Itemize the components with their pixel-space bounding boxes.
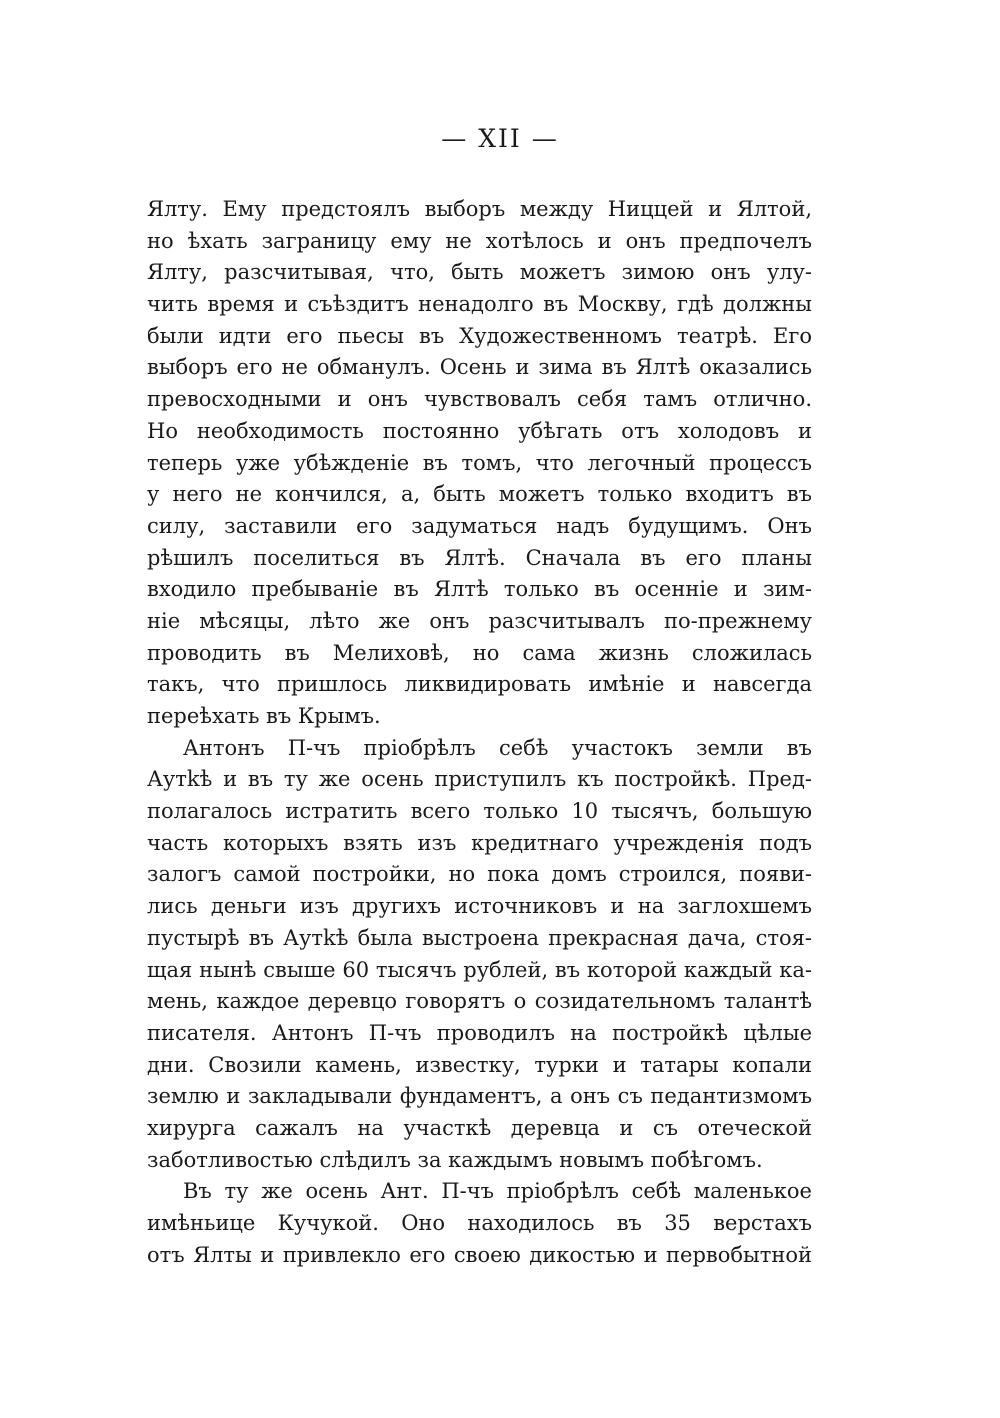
- text-line: имѣньице Кучукой. Оно находилось въ 35 верстахъ: [147, 1211, 812, 1235]
- text-line: рѣшилъ поселиться въ Ялтѣ. Сначала въ его планы: [147, 545, 812, 570]
- text-line: ніе мѣсяцы, лѣто же онъ разсчитывалъ по-прежнему: [147, 608, 812, 633]
- text-line: мень, каждое деревцо говорятъ о созидательномъ талантѣ: [147, 989, 812, 1014]
- paragraph-first-line: Антонъ П-чъ пріобрѣлъ себѣ участокъ земли въ: [183, 735, 812, 760]
- paragraph-last-line: переѣхать въ Крымъ.: [147, 704, 381, 728]
- text-line: входило пребываніе въ Ялтѣ только въ осеннiе и зим-: [147, 577, 812, 602]
- text-line: часть которыхъ взять изъ кредитнаго учрежденія подъ: [147, 830, 812, 855]
- text-line: дни. Свозили камень, известку, турки и татары копали: [147, 1052, 812, 1077]
- paragraph-last-line: заботливостью слѣдилъ за каждымъ новымъ побѣгомъ.: [147, 1147, 763, 1172]
- page-number: — XII —: [441, 124, 559, 153]
- text-line: у него не кончился, а, быть можетъ только входитъ въ: [147, 482, 812, 507]
- text-line: теперь уже убѣжденіе въ томъ, что легочный процессъ: [147, 450, 812, 475]
- paragraph-first-line: Въ ту же осень Ант. П-чъ пріобрѣлъ себѣ маленькое: [183, 1179, 812, 1204]
- text-line: отъ Ялты и привлекло его своею дикостью и первобытной: [147, 1242, 812, 1267]
- text-line: чить время и съѣздитъ ненадолго въ Москву, гдѣ должны: [147, 292, 812, 317]
- text-line: щая нынѣ свыше 60 тысячъ рублей, въ которой каждый ка-: [147, 957, 812, 982]
- text-line: полагалось истратить всего только 10 тысячъ, большую: [147, 799, 812, 824]
- text-line: залогъ самой постройки, но пока домъ строился, появи-: [147, 862, 812, 887]
- text-line: писателя. Антонъ П-чъ проводилъ на постройкѣ цѣлые: [147, 1020, 812, 1045]
- text-line: силу, заставили его задуматься надъ будущимъ. Онъ: [147, 513, 812, 538]
- text-line: проводить въ Мелиховѣ, но сама жизнь сложилась: [147, 640, 812, 665]
- text-line: лись деньги изъ другихъ источниковъ и на заглохшемъ: [147, 894, 812, 919]
- text-line: пустырѣ въ Аутkѣ была выстроена прекрасная дача, стоя-: [147, 925, 812, 950]
- text-line: такъ, что пришлось ликвидировать имѣніе и навсегда: [147, 672, 812, 697]
- text-line: Аутkѣ и въ ту же осень приступилъ къ постройкѣ. Пред-: [147, 767, 812, 792]
- text-line: Но необходимость постоянно убѣгать отъ холодовъ и: [147, 418, 812, 443]
- text-line: были идти его пьесы въ Художественномъ театрѣ. Его: [147, 323, 812, 348]
- body-text: [147, 194, 812, 1271]
- text-line: но ѣхать заграницу ему не хотѣлось и онъ предпочелъ: [147, 228, 812, 253]
- text-line: землю и закладывали фундаментъ, а онъ съ педантизмомъ: [147, 1084, 812, 1109]
- text-line: Ялту, разсчитывая, что, быть можетъ зимою онъ улу-: [147, 260, 812, 285]
- text-line: превосходными и онъ чувствовалъ себя тамъ отлично.: [147, 387, 812, 412]
- text-line: выборъ его не обманулъ. Осень и зима въ Ялтѣ оказались: [147, 355, 812, 380]
- text-line: хирурга сажалъ на участкѣ деревца и съ отеческой: [147, 1115, 812, 1140]
- text-line: Ялту. Ему предстоялъ выборъ между Ниццей и Ялтой,: [147, 197, 812, 221]
